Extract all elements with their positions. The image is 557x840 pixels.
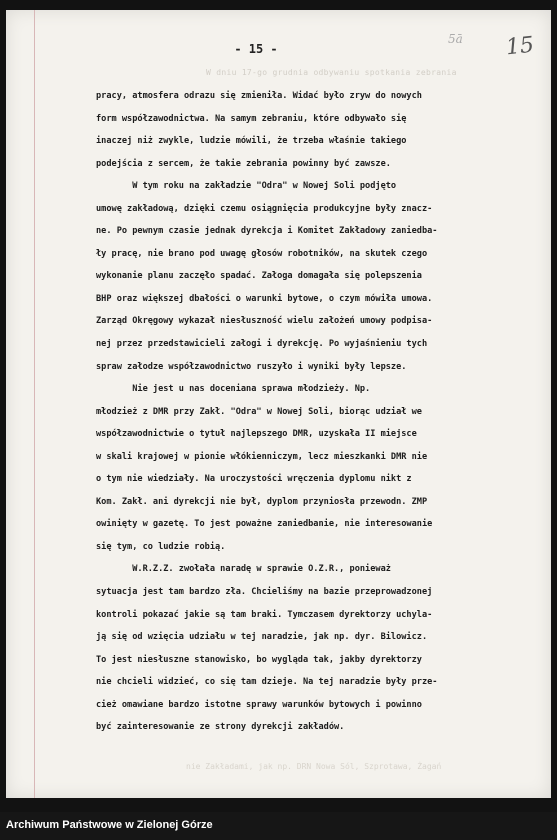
archive-code: 5ā: [448, 32, 463, 46]
text-line: cież omawiane bardzo istotne sprawy warunków bytowych i powinno: [96, 699, 422, 710]
text-line: To jest niesłuszne stanowisko, bo wygląda tak, jakby dyrektorzy: [96, 654, 422, 665]
text-line: współzawodnictwie o tytuł najlepszego DMR, uzyskała II miejsce: [96, 429, 417, 440]
text-line: W tym roku na zakładzie "Odra" w Nowej Soli podjęto: [96, 181, 397, 192]
text-line: BHP oraz większej dbałości o warunki bytowe, o czym mówiła umowa.: [96, 293, 433, 304]
archive-name: Archiwum Państwowe w Zielonej Górze: [6, 819, 213, 831]
archive-footer-bar: [0, 812, 557, 840]
document-page: [6, 10, 551, 798]
text-line: Zarząd Okręgowy wykazał niesłuszność wielu założeń umowy podpisa-: [96, 316, 433, 327]
text-line: podejścia z sercem, że takie zebrania powinny być zawsze.: [96, 158, 391, 169]
text-line: Kom. Zakł. ani dyrekcji nie był, dyplom przyniosła przewodn. ZMP: [96, 496, 428, 507]
text-line: umowę zakładową, dzięki czemu osiągnięcia produkcyjne były znacz-: [96, 203, 433, 214]
text-line: być zainteresowanie ze strony dyrekcji zakładów.: [96, 722, 345, 733]
page-number: - 15 -: [234, 42, 278, 56]
text-line: owinięty w gazetę. To jest poważne zaniedbanie, nie interesowanie: [96, 519, 433, 530]
text-line: się tym, co ludzie robią.: [96, 541, 226, 552]
text-line: ją się od wzięcia udziału w tej naradzie, jak np. dyr. Bilowicz.: [96, 632, 428, 643]
margin-line: [34, 10, 35, 798]
text-line: nej przez przedstawicieli załogi i dyrekcję. Po wyjaśnieniu tych: [96, 339, 428, 350]
handwritten-page-number: 15: [504, 32, 536, 61]
bleed-through-text-top: W dniu 17-go grudnia odbywaniu spotkania zebrania: [206, 68, 457, 77]
text-line: wykonanie planu zaczęło spadać. Załoga domagała się polepszenia: [96, 271, 422, 282]
text-line: ne. Po pewnym czasie jednak dyrekcja i Komitet Zakładowy zaniedba-: [96, 226, 438, 237]
bleed-through-text-bottom: nie Zakładami, jak np. DRN Nowa Sól, Szprotawa, Żagań: [186, 762, 442, 771]
text-line: sytuacja jest tam bardzo zła. Chcieliśmy na bazie przeprowadzonej: [96, 587, 433, 598]
text-line: Nie jest u nas doceniana sprawa młodzieży. Np.: [96, 384, 371, 395]
text-line: inaczej niż zwykle, ludzie mówili, że trzeba właśnie takiego: [96, 136, 407, 147]
text-line: w skali krajowej w pionie włókienniczym, lecz mieszkanki DMR nie: [96, 451, 428, 462]
text-line: spraw załodze współzawodnictwo ruszyło i wyniki były lepsze.: [96, 361, 407, 372]
text-line: pracy, atmosfera odrazu się zmieniła. Widać było zryw do nowych: [96, 91, 422, 101]
text-line: młodzież z DMR przy Zakł. "Odra" w Nowej Soli, biorąc udział we: [96, 406, 422, 417]
text-line: ły pracę, nie brano pod uwagę głosów robotników, na skutek czego: [96, 248, 428, 259]
text-line: W.R.Z.Z. zwołała naradę w sprawie O.Z.R., ponieważ: [96, 564, 391, 575]
text-line: o tym nie wiedziały. Na uroczystości wręczenia dyplomu nikt z: [96, 474, 412, 485]
typed-text-body: [96, 85, 536, 739]
text-line: form współzawodnictwa. Na samym zebraniu, które odbywało się: [96, 113, 407, 124]
text-line: nie chcieli widzieć, co się tam dzieje. Na tej naradzie były prze-: [96, 677, 438, 688]
text-line: kontroli pokazać jakie są tam braki. Tymczasem dyrektorzy uchyla-: [96, 609, 433, 620]
